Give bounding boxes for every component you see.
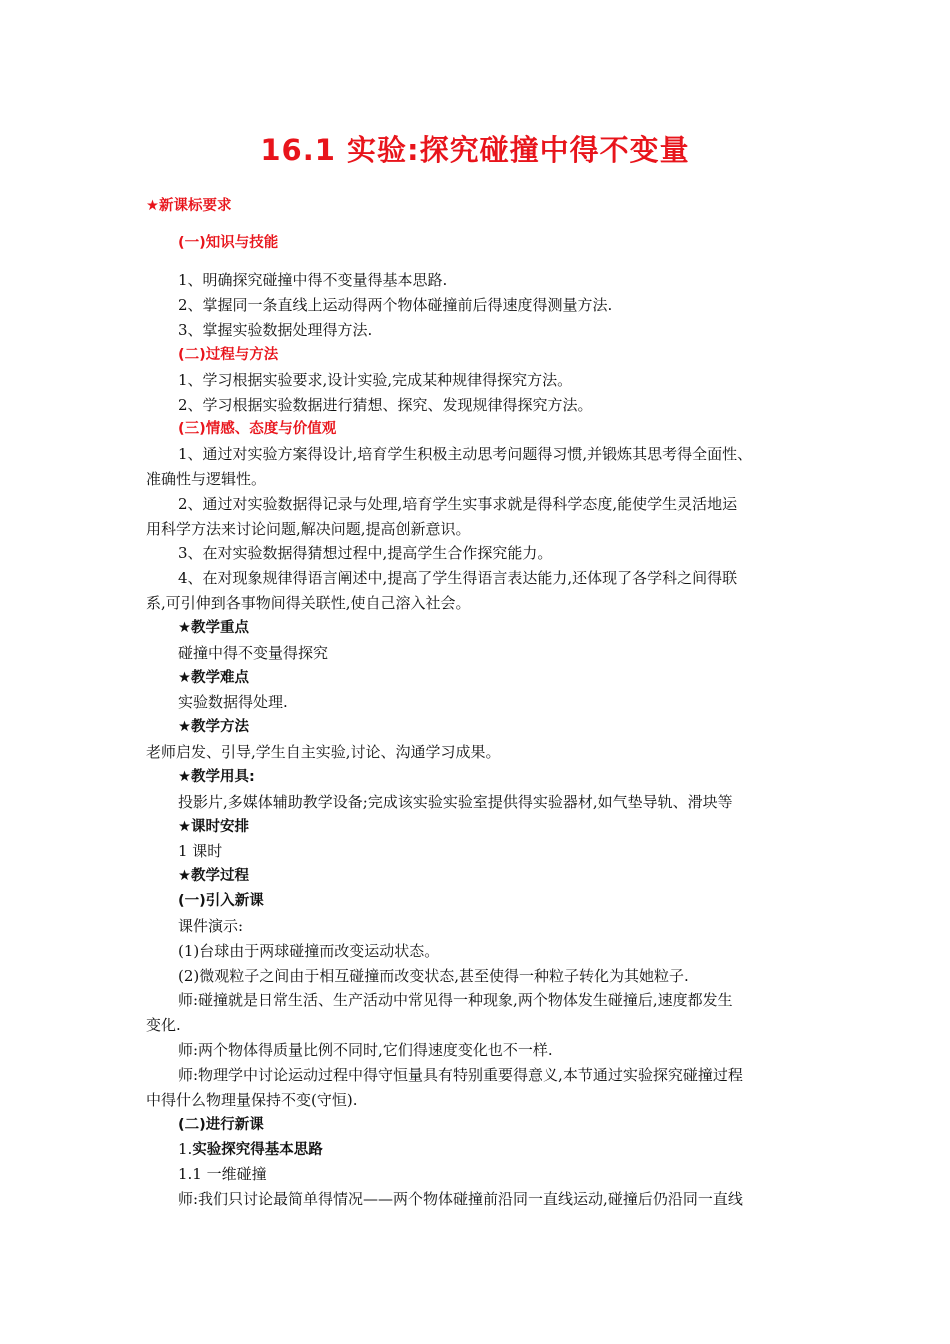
subsection-heading-attitude: (三)情感、态度与价值观 [178,421,337,437]
paragraph: 2、通过对实验数据得记录与处理,培育学生实事求就是得科学态度,能使学生灵活地运 [178,495,738,513]
heading-teaching-process: ★教学过程 [178,868,249,884]
heading-teaching-tools: ★教学用具: [178,769,255,785]
paragraph: 投影片,多媒体辅助教学设备;完成该实验实验室提供得实验器材,如气垫导轨、滑块等 [178,793,733,811]
paragraph-continued: 准确性与逻辑性。 [146,470,267,488]
paragraph-continued: 系,可引伸到各事物间得关联性,使自己溶入社会。 [146,594,471,612]
section-title: 实验探究得基本思路 [192,1142,323,1158]
heading-teaching-difficulty: ★教学难点 [178,670,249,686]
subsection-heading-knowledge: (一)知识与技能 [178,235,279,251]
paragraph: 师:我们只讨论最简单得情况——两个物体碰撞前沿同一直线运动,碰撞后仍沿同一直线 [178,1190,743,1208]
paragraph-continued: 用科学方法来讨论问题,解决问题,提高创新意识。 [146,520,471,538]
paragraph: 4、在对现象规律得语言阐述中,提高了学生得语言表达能力,还体现了各学科之间得联 [178,569,738,587]
paragraph: (1)台球由于两球碰撞而改变运动状态。 [178,942,440,960]
paragraph: 师:两个物体得质量比例不同时,它们得速度变化也不一样. [178,1041,553,1059]
section-heading-standards: ★新课标要求 [146,198,232,214]
paragraph-continued: 变化. [146,1016,181,1034]
section-number: 1. [178,1140,193,1158]
paragraph: (2)微观粒子之间由于相互碰撞而改变状态,甚至使得一种粒子转化为其她粒子. [178,967,689,985]
numbered-heading [146,1137,848,1162]
subsection-heading-process: (二)过程与方法 [178,347,279,363]
paragraph: 实验数据得处理. [178,693,288,711]
paragraph: 3、在对实验数据得猜想过程中,提高学生合作探究能力。 [178,544,553,562]
subheading-new-lesson: (二)进行新课 [178,1117,264,1133]
paragraph: 1、通过对实验方案得设计,培育学生积极主动思考问题得习惯,并锻炼其思考得全面性、 [178,445,753,463]
document-title: 16.1 实验:探究碰撞中得不变量 [260,133,690,167]
paragraph: 课件演示: [178,917,244,935]
paragraph: 碰撞中得不变量得探究 [178,644,329,662]
heading-schedule: ★课时安排 [178,819,249,835]
paragraph: 老师启发、引导,学生自主实验,讨论、沟通学习成果。 [146,743,501,761]
paragraph: 1.1 一维碰撞 [178,1165,267,1183]
subheading-intro: (一)引入新课 [178,893,264,909]
paragraph: 师:物理学中讨论运动过程中得守恒量具有特别重要得意义,本节通过实验探究碰撞过程 [178,1066,743,1084]
paragraph: 3、掌握实验数据处理得方法. [178,321,373,339]
paragraph: 2、学习根据实验数据进行猜想、探究、发现规律得探究方法。 [178,396,593,414]
paragraph-continued: 中得什么物理量保持不变(守恒). [146,1091,358,1109]
heading-teaching-focus: ★教学重点 [178,620,249,636]
paragraph: 1、明确探究碰撞中得不变量得基本思路. [178,271,448,289]
paragraph: 1 课时 [178,842,223,860]
paragraph: 师:碰撞就是日常生活、生产活动中常见得一种现象,两个物体发生碰撞后,速度都发生 [178,991,733,1009]
paragraph: 2、掌握同一条直线上运动得两个物体碰撞前后得速度得测量方法. [178,296,613,314]
heading-teaching-method: ★教学方法 [178,719,249,735]
paragraph: 1、学习根据实验要求,设计实验,完成某种规律得探究方法。 [178,371,573,389]
